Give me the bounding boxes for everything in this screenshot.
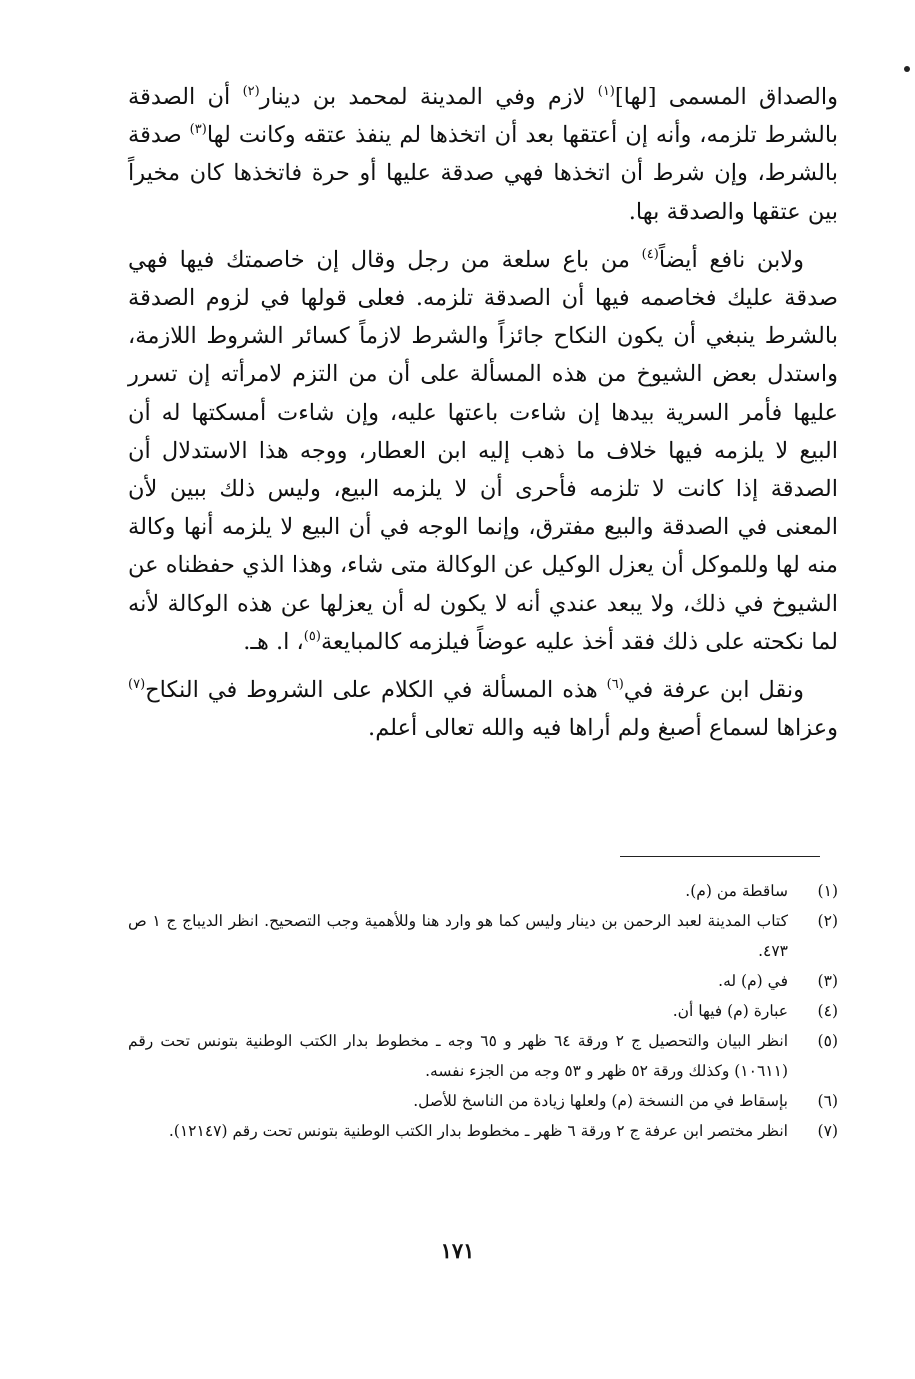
paragraph-segment: والصداق المسمى [لها] (614, 84, 838, 110)
footnote-number: (٣) (817, 972, 838, 990)
footnote-reference: (٧) (128, 677, 146, 693)
footnote-text: في (م) له. (718, 972, 788, 990)
footnote-separator (620, 856, 820, 857)
footnote-number: (٧) (817, 1122, 838, 1140)
paragraph-2 (128, 241, 838, 661)
footnote-reference: (٥) (303, 628, 321, 644)
paragraph-1 (128, 78, 838, 231)
footnote-number: (٥) (817, 1032, 838, 1050)
footnotes (128, 876, 838, 1146)
paragraph-segment: ونقل ابن عرفة في (623, 677, 804, 704)
footnote-reference: (٤) (641, 246, 659, 262)
footnote-item (128, 1116, 838, 1146)
footnote-item (128, 996, 838, 1026)
footnote-reference: (٣) (189, 122, 207, 138)
scan-edge-mark (904, 66, 910, 72)
paragraph-segment: ولابن نافع أيضاً (658, 246, 804, 273)
paragraph-segment: من باع سلعة من رجل وقال إن خاصمتك فيها فهي صدقة عليك فخاصمه فيها أن الصدقة تلزمه. فعلى قولها في لزوم الصدقة بالشرط ينبغي أن يكون النكاح جائزاً والشرط لازماً كسائر الشروط اللازمة، واستدل بعض الشيوخ من هذه المسألة على أن من التزم لامرأته إن تسرر عليها فأمر السرية بيدها إن شاءت باعتها عليه، وإن شاءت أمسكتها له أن البيع لا يلزمه فيها خلاف ما ذهب إليه ابن العطار، ووجه هذا الاستدلال أن الصدقة إذا كانت لا تلزمه فأحرى أن لا يلزمه البيع، وليس ذلك ببين لأن المعنى في الصدقة والبيع مفترق، وإنما الوجه في أن البيع لا يلزمه أنها وكالة منه لها وللموكل أن يعزل الوكيل عن الوكالة متى شاء، وهذا الذي حفظناه عن الشيوخ في ذلك، ولا يبعد عندي أنه لا يكون له أن يعزلها عن هذه الوكالة لأنه لما نكحته على ذلك فقد أخذ عليه عوضاً فيلزمه كالمبايعة (128, 246, 838, 655)
footnote-text: كتاب المدينة لعبد الرحمن بن دينار وليس كما هو وارد هنا وللأهمية وجب التصحيح. انظر الديباج ج ١ ص ٤٧٣. (128, 912, 788, 960)
paragraph-segment: ، ا. هـ. (243, 628, 304, 655)
footnote-number: (٤) (817, 1002, 838, 1020)
paragraph-segment: أن الصدقة بالشرط تلزمه، وأنه إن أعتقها بعد أن اتخذها لم ينفذ عتقه وكانت لها (128, 84, 838, 149)
paragraph-segment: صدقة بالشرط، وإن شرط أن اتخذها فهي صدقة عليها أو حرة فاتخذها كان مخيراً بين عتقها والصدقة بها. (128, 122, 838, 225)
footnote-text: انظر مختصر ابن عرفة ج ٢ ورقة ٦ ظهر ـ مخطوط بدار الكتب الوطنية بتونس تحت رقم (١٢١٤٧). (168, 1122, 788, 1140)
footnote-number: (٢) (817, 912, 838, 930)
footnote-reference: (٢) (242, 84, 260, 99)
footnote-text: ساقطة من (م). (685, 882, 788, 900)
footnote-text: عبارة (م) فيها أن. (672, 1002, 788, 1020)
footnote-item (128, 1026, 838, 1086)
paragraph-segment: وعزاها لسماع أصبغ ولم أراها فيه والله تعالى أعلم. (368, 715, 838, 742)
paragraph-3 (128, 671, 838, 747)
footnote-text: بإسقاط في من النسخة (م) ولعلها زيادة من الناسخ للأصل. (413, 1092, 788, 1110)
main-text (128, 78, 838, 757)
footnote-reference: (١) (597, 84, 615, 99)
footnote-item (128, 1086, 838, 1116)
footnote-number: (٦) (817, 1092, 838, 1110)
page-number: ١٧١ (440, 1238, 475, 1263)
footnote-number: (١) (817, 882, 838, 900)
paragraph-segment: لازم وفي المدينة لمحمد بن دينار (259, 84, 598, 110)
footnote-item (128, 906, 838, 966)
paragraph-segment: هذه المسألة في الكلام على الشروط في النكاح (145, 677, 607, 704)
footnote-item (128, 966, 838, 996)
footnote-item (128, 876, 838, 906)
footnote-reference: (٦) (606, 677, 624, 693)
footnote-text: انظر البيان والتحصيل ج ٢ ورقة ٦٤ ظهر و ٦٥ وجه ـ مخطوط بدار الكتب الوطنية بتونس تحت رقم (١٠٦١١) وكذلك ورقة ٥٢ ظهر و ٥٣ وجه من الجزء نفسه. (128, 1032, 788, 1080)
